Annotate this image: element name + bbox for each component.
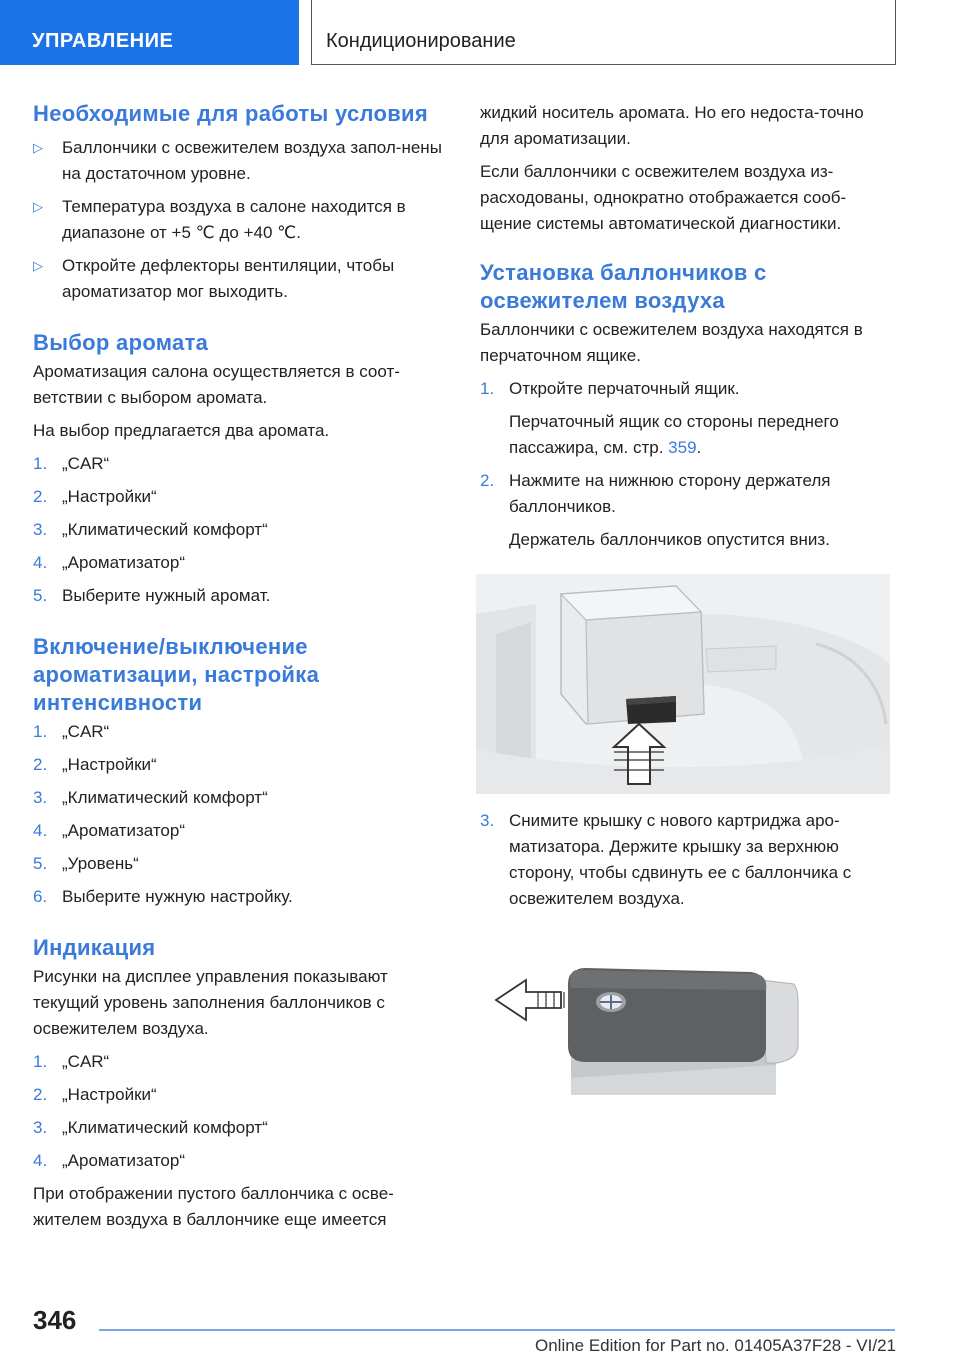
footer-edition: Online Edition for Part no. 01405A37F28 - VI/21 [534, 1336, 896, 1355]
step-sub-text: Держатель баллончиков опустится вниз. [509, 530, 830, 549]
indication-steps [33, 1049, 443, 1174]
triangle-bullet-icon: ▷ [33, 140, 43, 155]
list-item [33, 719, 443, 745]
list-item [33, 517, 443, 543]
install-steps-2 [480, 468, 894, 520]
step-number: 2. [33, 755, 48, 774]
page-number: 346 [33, 1305, 77, 1335]
step-number: 1. [480, 379, 495, 398]
list-item [33, 818, 443, 844]
step-number: 3. [33, 520, 48, 539]
list-item [33, 752, 443, 778]
right-column [480, 100, 894, 553]
list-item [33, 1148, 443, 1174]
list-item [33, 194, 443, 246]
step-sub-text [480, 409, 894, 461]
figure-holder-push [476, 574, 890, 794]
list-item [33, 1082, 443, 1108]
triangle-bullet-icon: ▷ [33, 258, 43, 273]
step-number: 3. [33, 788, 48, 807]
conditions-list [33, 135, 443, 305]
list-item [33, 851, 443, 877]
step-number: 2. [33, 487, 48, 506]
install-steps [480, 376, 894, 402]
heading-line: ароматизации, настройка [33, 662, 320, 687]
step-sub-text-post: . [696, 438, 702, 457]
scent-intro: Ароматизация салона осуществляется в соот-ветствии с выбором аромата. [33, 362, 400, 407]
install-steps-3 [480, 808, 894, 912]
step-text: Выберите нужную настройку. [62, 887, 293, 906]
step-number: 5. [33, 854, 48, 873]
header-chapter-label: Кондиционирование [326, 30, 516, 52]
step-number: 1. [33, 454, 48, 473]
step-3-block [480, 808, 894, 912]
step-text: „CAR“ [62, 454, 110, 473]
figure-cartridge-cap [476, 950, 890, 1105]
step-number: 4. [33, 553, 48, 572]
list-item-text: Откройте дефлекторы вентиляции, чтобы ароматизатор мог выходить. [62, 256, 395, 301]
step-text: „Настройки“ [62, 1085, 157, 1104]
step-number: 2. [480, 471, 495, 490]
step-text: „Уровень“ [62, 854, 139, 873]
step-number: 3. [480, 811, 495, 830]
step-text: „Климатический комфорт“ [62, 1118, 268, 1137]
scent-steps [33, 451, 443, 609]
step-text: „Ароматизатор“ [62, 553, 186, 572]
list-item [33, 1049, 443, 1075]
step-number: 2. [33, 1085, 48, 1104]
scent-intro-2: На выбор предлагается два аромата. [33, 421, 330, 440]
step-text: „Ароматизатор“ [62, 821, 186, 840]
step-sub-text-pre: Перчаточный ящик со стороны переднего пассажира, см. стр. [509, 412, 839, 457]
step-number: 3. [33, 1118, 48, 1137]
heading-scent: Выбор аромата [33, 330, 209, 355]
list-item [33, 1115, 443, 1141]
footer-divider [99, 1329, 895, 1331]
install-intro: Баллончики с освежителем воздуха находятся в перчаточном ящике. [480, 320, 863, 365]
step-text: Снимите крышку с нового картриджа аро-матизатора. Держите крышку за верхнюю сторону, чтобы сдвинуть ее с баллончика с освежителем воздуха. [509, 811, 852, 908]
triangle-bullet-icon: ▷ [33, 199, 43, 214]
heading-conditions: Необходимые для работы условия [33, 101, 428, 126]
step-number: 1. [33, 1052, 48, 1071]
list-item [480, 376, 894, 402]
holder-illustration [476, 574, 890, 794]
step-text: „CAR“ [62, 1052, 110, 1071]
list-item [33, 884, 443, 910]
heading-install [480, 259, 894, 315]
heading-line: освежителем воздуха [480, 288, 725, 313]
page-link[interactable]: 359 [668, 438, 697, 457]
step-text: „Климатический комфорт“ [62, 788, 268, 807]
list-item [33, 135, 443, 187]
step-text: „Настройки“ [62, 487, 157, 506]
list-item [33, 785, 443, 811]
step-text: „Климатический комфорт“ [62, 520, 268, 539]
step-text: „CAR“ [62, 722, 110, 741]
toggle-steps [33, 719, 443, 910]
heading-line: Установка баллончиков с [480, 260, 767, 285]
list-item-text: Баллончики с освежителем воздуха запол-нены на достаточном уровне. [62, 138, 442, 183]
heading-line: интенсивности [33, 690, 203, 715]
left-column [33, 100, 443, 1233]
step-number: 1. [33, 722, 48, 741]
indication-outro: При отображении пустого баллончика с осве-жителем воздуха в баллончике еще имеется [33, 1184, 394, 1229]
heading-line: Включение/выключение [33, 634, 308, 659]
step-text: Выберите нужный аромат. [62, 586, 271, 605]
list-item-text: Температура воздуха в салоне находится в диапазоне от +5 ℃ до +40 ℃. [62, 197, 406, 242]
list-item [33, 253, 443, 305]
header-section-tab [0, 0, 299, 65]
diagnostic-text: Если баллончики с освежителем воздуха из-расходованы, однократно отображается сооб-щение системы автоматической диагностики. [480, 162, 847, 233]
header-section-label: УПРАВЛЕНИЕ [32, 30, 174, 52]
indication-intro: Рисунки на дисплее управления показывают текущий уровень заполнения баллончиков с освежителем воздуха. [33, 967, 388, 1038]
list-item [480, 808, 894, 912]
heading-toggle [33, 633, 443, 717]
step-text: „Настройки“ [62, 755, 157, 774]
step-number: 4. [33, 821, 48, 840]
cartridge-illustration [476, 950, 890, 1105]
step-number: 4. [33, 1151, 48, 1170]
step-text: Нажмите на нижнюю сторону держателя баллончиков. [509, 471, 831, 516]
list-item [33, 583, 443, 609]
list-item [33, 451, 443, 477]
step-number: 6. [33, 887, 48, 906]
step-number: 5. [33, 586, 48, 605]
step-text: Откройте перчаточный ящик. [509, 379, 740, 398]
heading-indication: Индикация [33, 935, 156, 960]
list-item [33, 550, 443, 576]
header-chapter-box [311, 0, 896, 65]
continued-text: жидкий носитель аромата. Но его недоста-точно для ароматизации. [480, 103, 864, 148]
list-item [480, 468, 894, 520]
list-item [33, 484, 443, 510]
step-text: „Ароматизатор“ [62, 1151, 186, 1170]
